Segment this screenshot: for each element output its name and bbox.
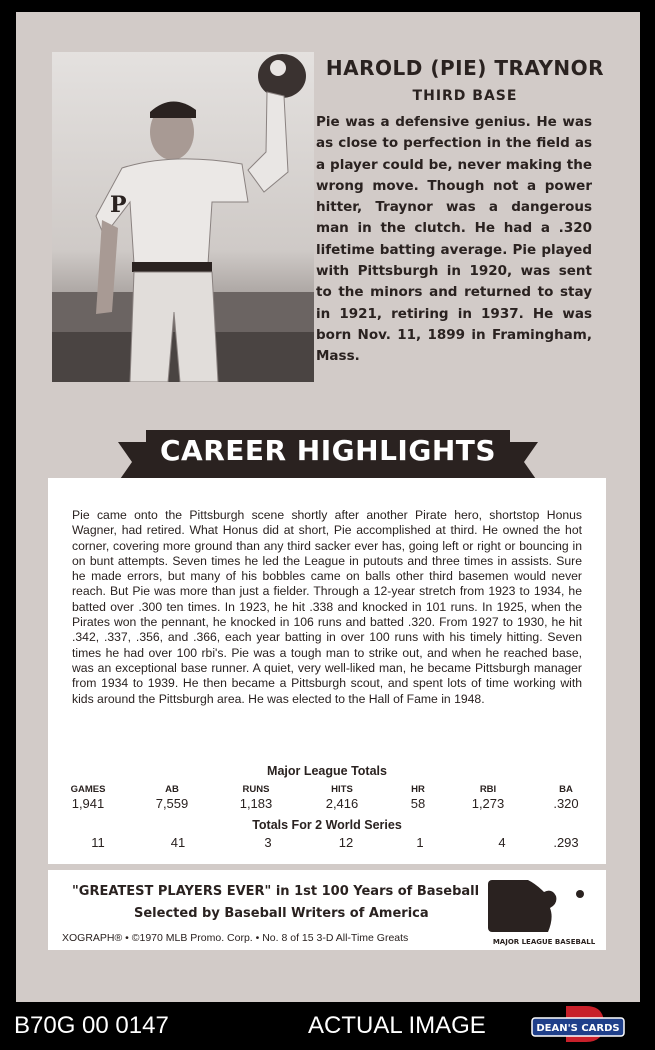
stat-header: HITS: [331, 784, 353, 795]
player-position: THIRD BASE: [412, 88, 518, 104]
stat-value: 12: [338, 835, 354, 850]
stat-value: 11: [91, 835, 105, 850]
card-credits: XOGRAPH® • ©1970 MLB Promo. Corp. • No. 8 of 15 3-D All-Time Greats: [62, 932, 409, 944]
stat-header: HR: [411, 784, 425, 795]
stat-value: 4: [498, 835, 506, 850]
footer-tagline: "GREATEST PLAYERS EVER" in 1st 100 Years of Baseball: [72, 884, 480, 899]
cert-number: B70G 00 0147: [14, 1012, 169, 1039]
mlb-logo-icon: [488, 880, 600, 946]
stat-value: 58: [410, 796, 426, 811]
stat-header: RUNS: [242, 784, 270, 795]
player-photo: [52, 52, 314, 382]
stat-value: .293: [553, 835, 579, 850]
stat-header: AB: [165, 784, 179, 795]
player-name: HAROLD (PIE) TRAYNOR: [325, 56, 605, 80]
stat-header: GAMES: [70, 784, 106, 795]
mlb-logo-text: MAJOR LEAGUE BASEBALL: [492, 938, 596, 946]
major-league-heading: Major League Totals: [267, 764, 387, 778]
actual-image-label: ACTUAL IMAGE: [308, 1012, 486, 1039]
stat-value: 1,941: [71, 796, 105, 811]
world-series-values-row: [60, 835, 594, 851]
career-text: Pie came onto the Pittsburgh scene shortly after another Pirate hero, shortstop Honus Wagner, had retired. What Honus did at short, Pie accomplished at third. He owned the hot corner, covering more ground than any third sacker ever has, going left or right or bouncing in on bunt attempts. Seven times he led the League in putouts and three times in assists. Sure he made errors, but many of his bobbles came on balls other third basemen would never reach. But Pie was more than just a fielder. Through a 12-year stretch from 1923 to 1934, he batted over .300 ten times. In 1923, he hit .338 and knocked in 101 runs. In 1925, when the Pirates won the pennant, he knocked in 106 runs and batted .320. From 1927 to 1930, he hit .342, .337, .356, and .366, each year batting in over 100 runs with his timely hitting. Seven times he had over 100 rbi's. Pie was a tough man to strike out, and when he reached base, was an exceptional base runner. A quiet, very well-liked man, he became Pittsburgh manager from 1934 to 1939. He then became a Pittsburgh scout, and spent lots of time working with kids around the Pittsburgh area. He was elected to the Hall of Fame in 1948.: [72, 508, 582, 706]
svg-text:P: P: [110, 192, 127, 218]
stat-value: .320: [553, 796, 579, 811]
player-bio: Pie was a defensive genius. He was as close to perfection in the field as a player could be, never making the wrong move. Though not a power hitter, Traynor was a dangerous man in the clutch. He had a .320 lifetime batting average. Pie played with Pittsburgh in 1920, was sent to the minors and returned to stay in 1921, retiring in 1937. He was born Nov. 11, 1899 in Framingham, Mass.: [316, 114, 592, 365]
stat-value: 1,183: [239, 796, 273, 811]
major-league-values-row: [60, 796, 594, 812]
stat-header: RBI: [479, 784, 497, 795]
stat-header: BA: [559, 784, 573, 795]
stat-value: 1: [416, 835, 424, 850]
deans-cards-logo-icon: [528, 1004, 628, 1046]
stat-value: 41: [170, 835, 186, 850]
footer-selection: Selected by Baseball Writers of America: [134, 906, 429, 921]
stat-value: 1,273: [471, 796, 505, 811]
deans-logo-text: DEAN'S CARDS: [536, 1023, 620, 1034]
world-series-heading: Totals For 2 World Series: [252, 818, 402, 832]
stat-value: 3: [264, 835, 272, 850]
stat-value: 7,559: [155, 796, 189, 811]
stat-value: 2,416: [325, 796, 359, 811]
banner-title: CAREER HIGHLIGHTS: [159, 434, 497, 467]
